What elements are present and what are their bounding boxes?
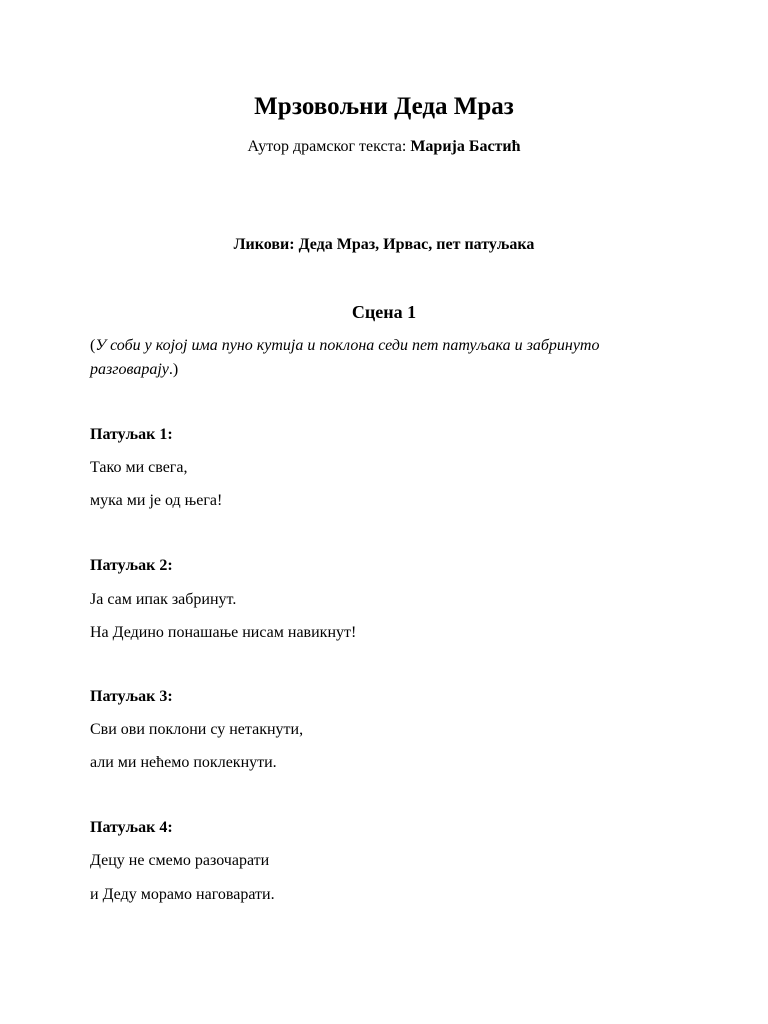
dialogue-line: Децу не смемо разочарати (90, 852, 270, 869)
author-line (0, 136, 768, 158)
dialogue-line: Сви ови поклони су нетакнути, (90, 721, 304, 738)
stage-direction-open: ( (90, 337, 96, 354)
dialogue-line: мука ми је од њега! (90, 492, 223, 509)
author-name: Марија Бастић (410, 138, 521, 155)
characters-list: Ликови: Деда Мраз, Ирвас, пет патуљака (233, 236, 535, 253)
dialogue-line: Тако ми свега, (90, 459, 188, 476)
author-label: Аутор драмског текста: (247, 138, 407, 155)
speaker-name: Патуљак 4: (90, 819, 173, 836)
stage-direction-text: У соби у којој има пуно кутија и поклона седи пет патуљака и забринуто разговарају (90, 337, 600, 378)
dialogue-line: и Деду морамо наговарати. (90, 886, 275, 903)
dialogue-line: Ја сам ипак забринут. (90, 591, 237, 608)
speaker-name: Патуљак 1: (90, 426, 173, 443)
speaker-name: Патуљак 2: (90, 557, 173, 574)
stage-direction (90, 334, 670, 382)
document-title: Мрзовољни Деда Мраз (254, 93, 514, 120)
speaker-name: Патуљак 3: (90, 688, 173, 705)
stage-direction-close: .) (168, 361, 179, 378)
dialogue-line: На Дедино понашање нисам навикнут! (90, 624, 357, 641)
dialogue-line: али ми нећемо поклекнути. (90, 754, 277, 771)
scene-heading: Сцена 1 (351, 302, 417, 322)
